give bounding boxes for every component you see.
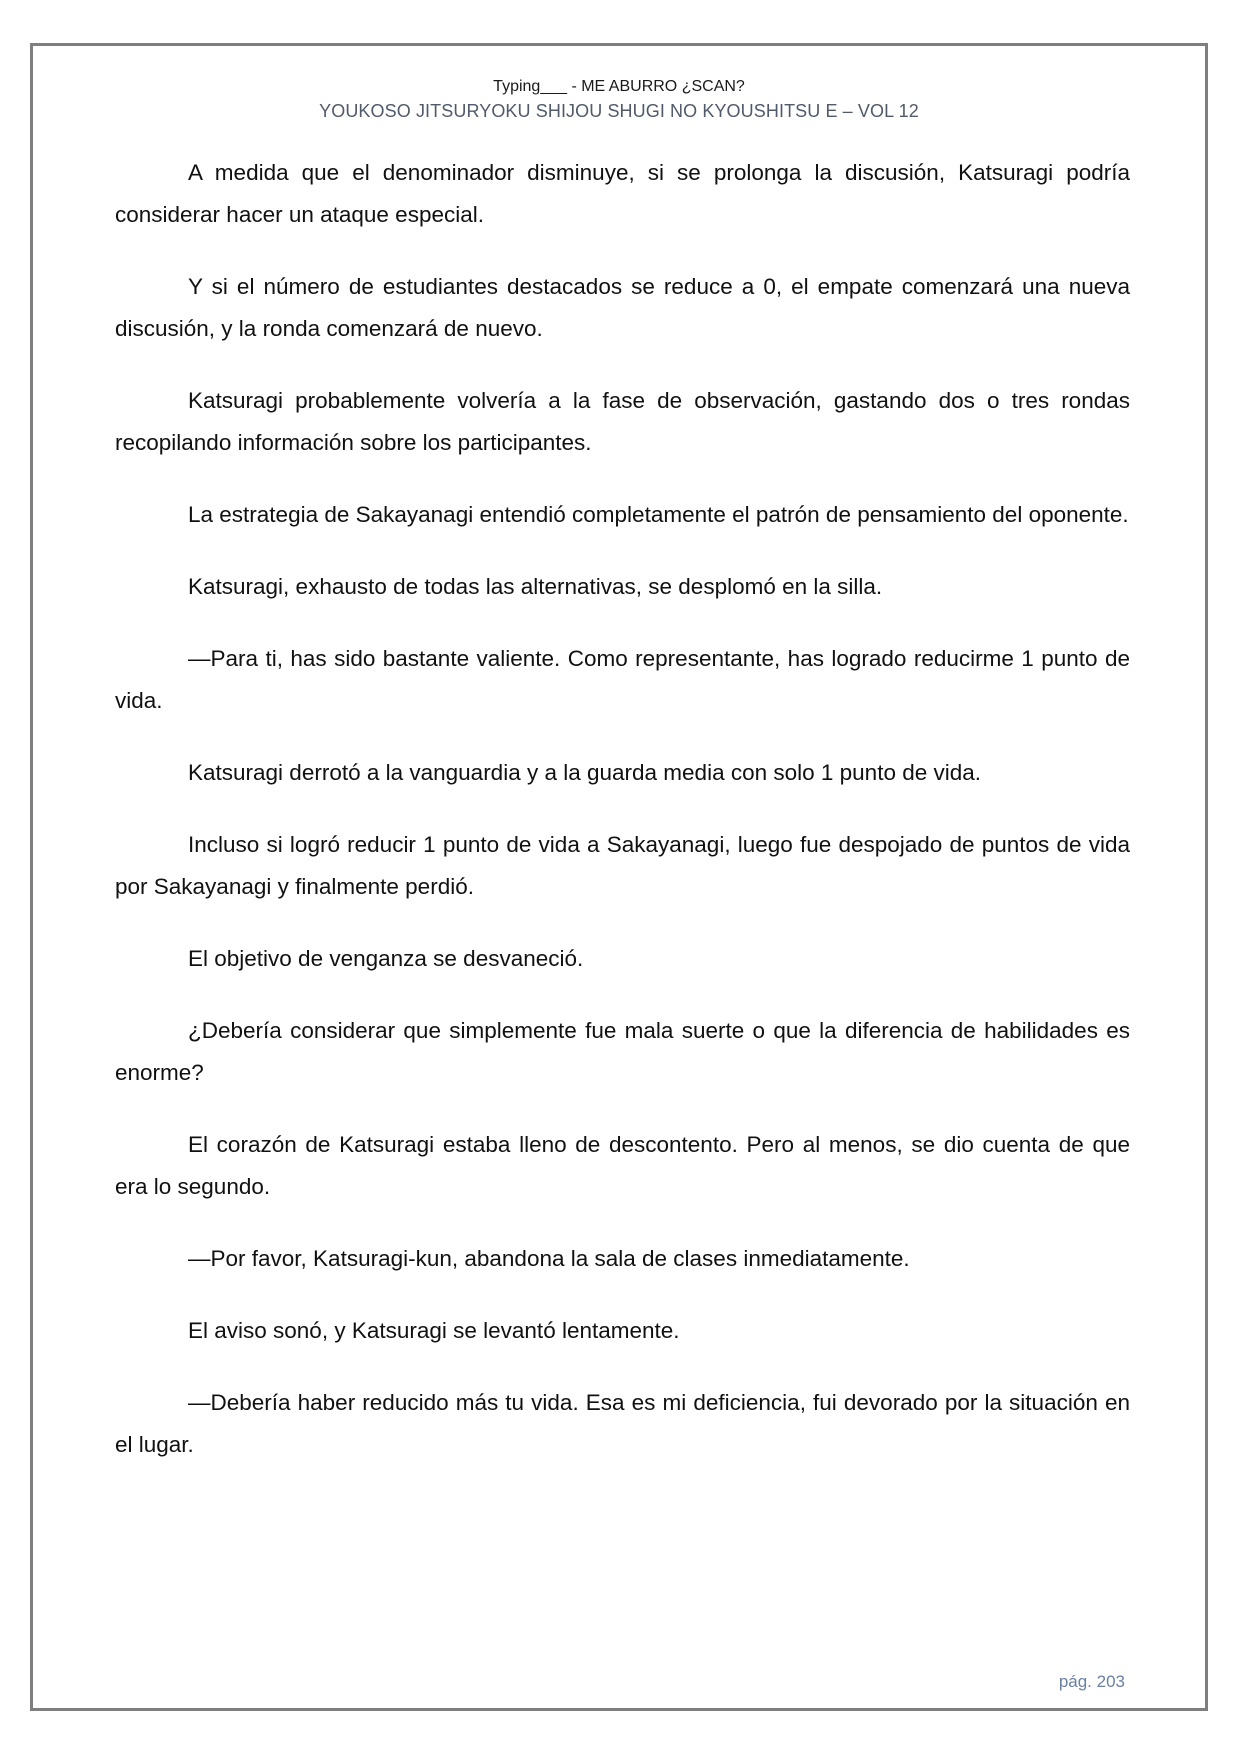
paragraph: El objetivo de venganza se desvaneció. xyxy=(188,946,584,971)
paragraph: A medida que el denominador disminuye, si se prolonga la discusión, Katsuragi podría considerar hacer un ataque especial. xyxy=(115,160,1130,227)
page-number: pág. 203 xyxy=(1058,1672,1125,1691)
paragraph: Katsuragi derrotó a la vanguardia y a la guarda media con solo 1 punto de vida. xyxy=(188,760,982,785)
page-header xyxy=(33,76,1205,124)
header-title: YOUKOSO JITSURYOKU SHIJOU SHUGI NO KYOUSHITSU E – VOL 12 xyxy=(319,101,919,121)
paragraph: El corazón de Katsuragi estaba lleno de descontento. Pero al menos, se dio cuenta de que era lo segundo. xyxy=(115,1132,1130,1199)
paragraph: Incluso si logró reducir 1 punto de vida a Sakayanagi, luego fue despojado de puntos de vida por Sakayanagi y finalmente perdió. xyxy=(115,832,1130,899)
paragraph: Y si el número de estudiantes destacados se reduce a 0, el empate comenzará una nueva discusión, y la ronda comenzará de nuevo. xyxy=(115,274,1130,341)
paragraph: —Por favor, Katsuragi-kun, abandona la sala de clases inmediatamente. xyxy=(188,1246,910,1271)
body-text xyxy=(115,152,1130,1496)
paragraph: La estrategia de Sakayanagi entendió completamente el patrón de pensamiento del oponente. xyxy=(188,502,1129,527)
paragraph: ¿Debería considerar que simplemente fue mala suerte o que la diferencia de habilidades es enorme? xyxy=(115,1018,1130,1085)
page-frame xyxy=(30,43,1208,1711)
paragraph: —Debería haber reducido más tu vida. Esa es mi deficiencia, fui devorado por la situación en el lugar. xyxy=(115,1390,1130,1457)
header-credit: Typing___ - ME ABURRO ¿SCAN? xyxy=(493,78,745,95)
paragraph: Katsuragi probablemente volvería a la fase de observación, gastando dos o tres rondas recopilando información sobre los participantes. xyxy=(115,388,1130,455)
paragraph: Katsuragi, exhausto de todas las alternativas, se desplomó en la silla. xyxy=(188,574,883,599)
paragraph: El aviso sonó, y Katsuragi se levantó lentamente. xyxy=(188,1318,680,1343)
paragraph: —Para ti, has sido bastante valiente. Como representante, has logrado reducirme 1 punto de vida. xyxy=(115,646,1130,713)
